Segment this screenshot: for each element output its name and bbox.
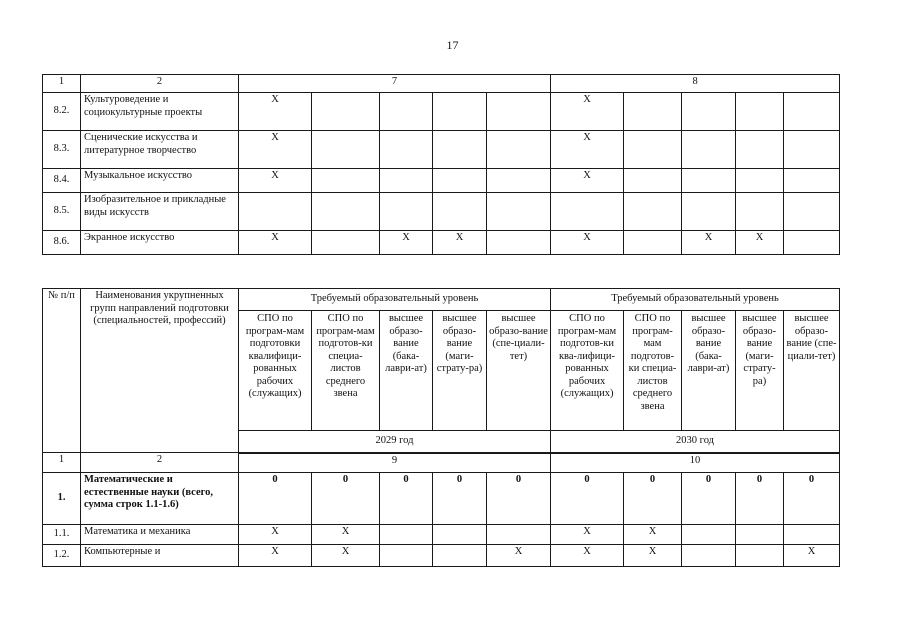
table-cell: X bbox=[380, 231, 433, 255]
level-left-4: высшее образо-вание (спе-циали-тет) bbox=[487, 311, 551, 431]
table-cell bbox=[784, 525, 840, 545]
table-row bbox=[43, 169, 840, 193]
table-cell: X bbox=[239, 231, 312, 255]
row-name: Музыкальное искусство bbox=[81, 169, 239, 193]
table-cell bbox=[380, 193, 433, 231]
table-cell: X bbox=[312, 545, 380, 567]
table-cell bbox=[487, 93, 551, 131]
table-cell bbox=[312, 169, 380, 193]
table-row bbox=[43, 193, 840, 231]
table-bottom bbox=[42, 288, 840, 567]
table-cell bbox=[312, 93, 380, 131]
table-cell bbox=[624, 231, 682, 255]
table-cell: X bbox=[736, 231, 784, 255]
table-cell: X bbox=[624, 525, 682, 545]
row-number: 8.4. bbox=[43, 169, 81, 193]
table-cell bbox=[433, 169, 487, 193]
table-cell bbox=[551, 193, 624, 231]
index-cell-9: 9 bbox=[239, 453, 551, 473]
table-cell: X bbox=[551, 525, 624, 545]
table-cell bbox=[624, 131, 682, 169]
index-cell-10: 10 bbox=[551, 453, 840, 473]
table-cell bbox=[682, 545, 736, 567]
level-right-4: высшее образо-вание (спе-циали-тет) bbox=[784, 311, 840, 431]
group-header-left: Требуемый образовательный уровень bbox=[239, 289, 551, 311]
col-name-header: Наименования укрупненных групп направлений подготовки (специальностей, профессий) bbox=[81, 289, 239, 453]
row-number: 8.6. bbox=[43, 231, 81, 255]
table-cell bbox=[784, 193, 840, 231]
table-cell bbox=[433, 545, 487, 567]
group-header-row bbox=[43, 289, 840, 311]
table-top-header-row bbox=[43, 75, 840, 93]
table-cell bbox=[380, 131, 433, 169]
group-header-right: Требуемый образовательный уровень bbox=[551, 289, 840, 311]
header-cell-8: 8 bbox=[551, 75, 840, 93]
table-top bbox=[42, 74, 840, 255]
table-cell: X bbox=[433, 231, 487, 255]
table-cell bbox=[487, 169, 551, 193]
table-cell: X bbox=[487, 545, 551, 567]
table-cell bbox=[312, 131, 380, 169]
table-cell: 0 bbox=[487, 473, 551, 525]
table-cell bbox=[433, 193, 487, 231]
table-cell: X bbox=[239, 131, 312, 169]
table-cell bbox=[682, 93, 736, 131]
index-cell-2: 2 bbox=[81, 453, 239, 473]
level-right-1: СПО по програм-мам подготов-ки специа-листов среднего звена bbox=[624, 311, 682, 431]
table-cell bbox=[487, 525, 551, 545]
table-cell: X bbox=[551, 131, 624, 169]
table-cell bbox=[682, 525, 736, 545]
table-cell: 0 bbox=[239, 473, 312, 525]
table-cell bbox=[682, 193, 736, 231]
row-name: Сценические искусства и литературное творчество bbox=[81, 131, 239, 169]
row-number: 8.5. bbox=[43, 193, 81, 231]
table-cell bbox=[487, 231, 551, 255]
table-cell: X bbox=[312, 525, 380, 545]
table-cell bbox=[380, 93, 433, 131]
table-row bbox=[43, 231, 840, 255]
index-row bbox=[43, 453, 840, 473]
table-cell bbox=[312, 231, 380, 255]
table-cell: X bbox=[239, 169, 312, 193]
table-cell: X bbox=[551, 169, 624, 193]
table-cell bbox=[736, 193, 784, 231]
table-cell: X bbox=[624, 545, 682, 567]
table-cell bbox=[487, 131, 551, 169]
table-cell: 0 bbox=[682, 473, 736, 525]
header-cell-7: 7 bbox=[239, 75, 551, 93]
row-name: Культуроведение и социокультурные проекты bbox=[81, 93, 239, 131]
year-left: 2029 год bbox=[239, 431, 551, 453]
table-cell: 0 bbox=[624, 473, 682, 525]
table-cell: X bbox=[551, 545, 624, 567]
row-number: 8.3. bbox=[43, 131, 81, 169]
table-cell bbox=[380, 169, 433, 193]
year-right: 2030 год bbox=[551, 431, 840, 453]
level-left-1: СПО по програм-мам подготов-ки специа-листов среднего звена bbox=[312, 311, 380, 431]
table-row bbox=[43, 473, 840, 525]
table-cell bbox=[624, 193, 682, 231]
table-cell bbox=[736, 93, 784, 131]
table-cell bbox=[624, 93, 682, 131]
table-cell bbox=[433, 93, 487, 131]
header-cell-2: 2 bbox=[81, 75, 239, 93]
table-cell bbox=[736, 545, 784, 567]
table-row bbox=[43, 545, 840, 567]
col-num-header: № п/п bbox=[43, 289, 81, 453]
table-cell bbox=[239, 193, 312, 231]
table-cell: X bbox=[784, 545, 840, 567]
table-cell bbox=[736, 169, 784, 193]
level-left-0: СПО по програм-мам подготовки квалифици-рованных рабочих (служащих) bbox=[239, 311, 312, 431]
table-cell bbox=[380, 545, 433, 567]
table-cell: X bbox=[682, 231, 736, 255]
level-left-2: высшее образо-вание (бака-лаври-ат) bbox=[380, 311, 433, 431]
table-cell bbox=[433, 525, 487, 545]
table-cell bbox=[682, 169, 736, 193]
table-cell bbox=[784, 231, 840, 255]
table-row bbox=[43, 93, 840, 131]
table-cell: 0 bbox=[433, 473, 487, 525]
table-cell: X bbox=[239, 525, 312, 545]
table-cell bbox=[487, 193, 551, 231]
table-cell: 0 bbox=[312, 473, 380, 525]
table-cell bbox=[784, 93, 840, 131]
table-cell: 0 bbox=[784, 473, 840, 525]
table-row bbox=[43, 131, 840, 169]
level-right-0: СПО по програм-мам подготов-ки ква-лифици-рованных рабочих (служащих) bbox=[551, 311, 624, 431]
level-right-3: высшее образо-вание (маги-страту-ра) bbox=[736, 311, 784, 431]
table-cell bbox=[312, 193, 380, 231]
header-cell-1: 1 bbox=[43, 75, 81, 93]
table-cell: X bbox=[551, 93, 624, 131]
row-number: 1. bbox=[43, 473, 81, 525]
table-cell: X bbox=[239, 545, 312, 567]
table-cell: X bbox=[239, 93, 312, 131]
table-cell: 0 bbox=[380, 473, 433, 525]
table-cell bbox=[682, 131, 736, 169]
row-number: 1.2. bbox=[43, 545, 81, 567]
level-left-3: высшее образо-вание (маги-страту-ра) bbox=[433, 311, 487, 431]
table-cell: X bbox=[551, 231, 624, 255]
table-row bbox=[43, 525, 840, 545]
table-cell bbox=[380, 525, 433, 545]
index-cell-1: 1 bbox=[43, 453, 81, 473]
table-cell bbox=[784, 169, 840, 193]
row-name: Компьютерные и bbox=[81, 545, 239, 567]
table-cell bbox=[624, 169, 682, 193]
table-cell: 0 bbox=[551, 473, 624, 525]
table-cell bbox=[736, 131, 784, 169]
row-name: Математика и механика bbox=[81, 525, 239, 545]
row-number: 8.2. bbox=[43, 93, 81, 131]
level-right-2: высшее образо-вание (бака-лаври-ат) bbox=[682, 311, 736, 431]
row-name: Экранное искусство bbox=[81, 231, 239, 255]
table-cell: 0 bbox=[736, 473, 784, 525]
row-number: 1.1. bbox=[43, 525, 81, 545]
row-name: Математические и естественные науки (всего, сумма строк 1.1-1.6) bbox=[81, 473, 239, 525]
row-name: Изобразительное и прикладные виды искусств bbox=[81, 193, 239, 231]
table-cell bbox=[784, 131, 840, 169]
table-cell bbox=[433, 131, 487, 169]
table-cell bbox=[736, 525, 784, 545]
page-number: 17 bbox=[446, 38, 459, 52]
